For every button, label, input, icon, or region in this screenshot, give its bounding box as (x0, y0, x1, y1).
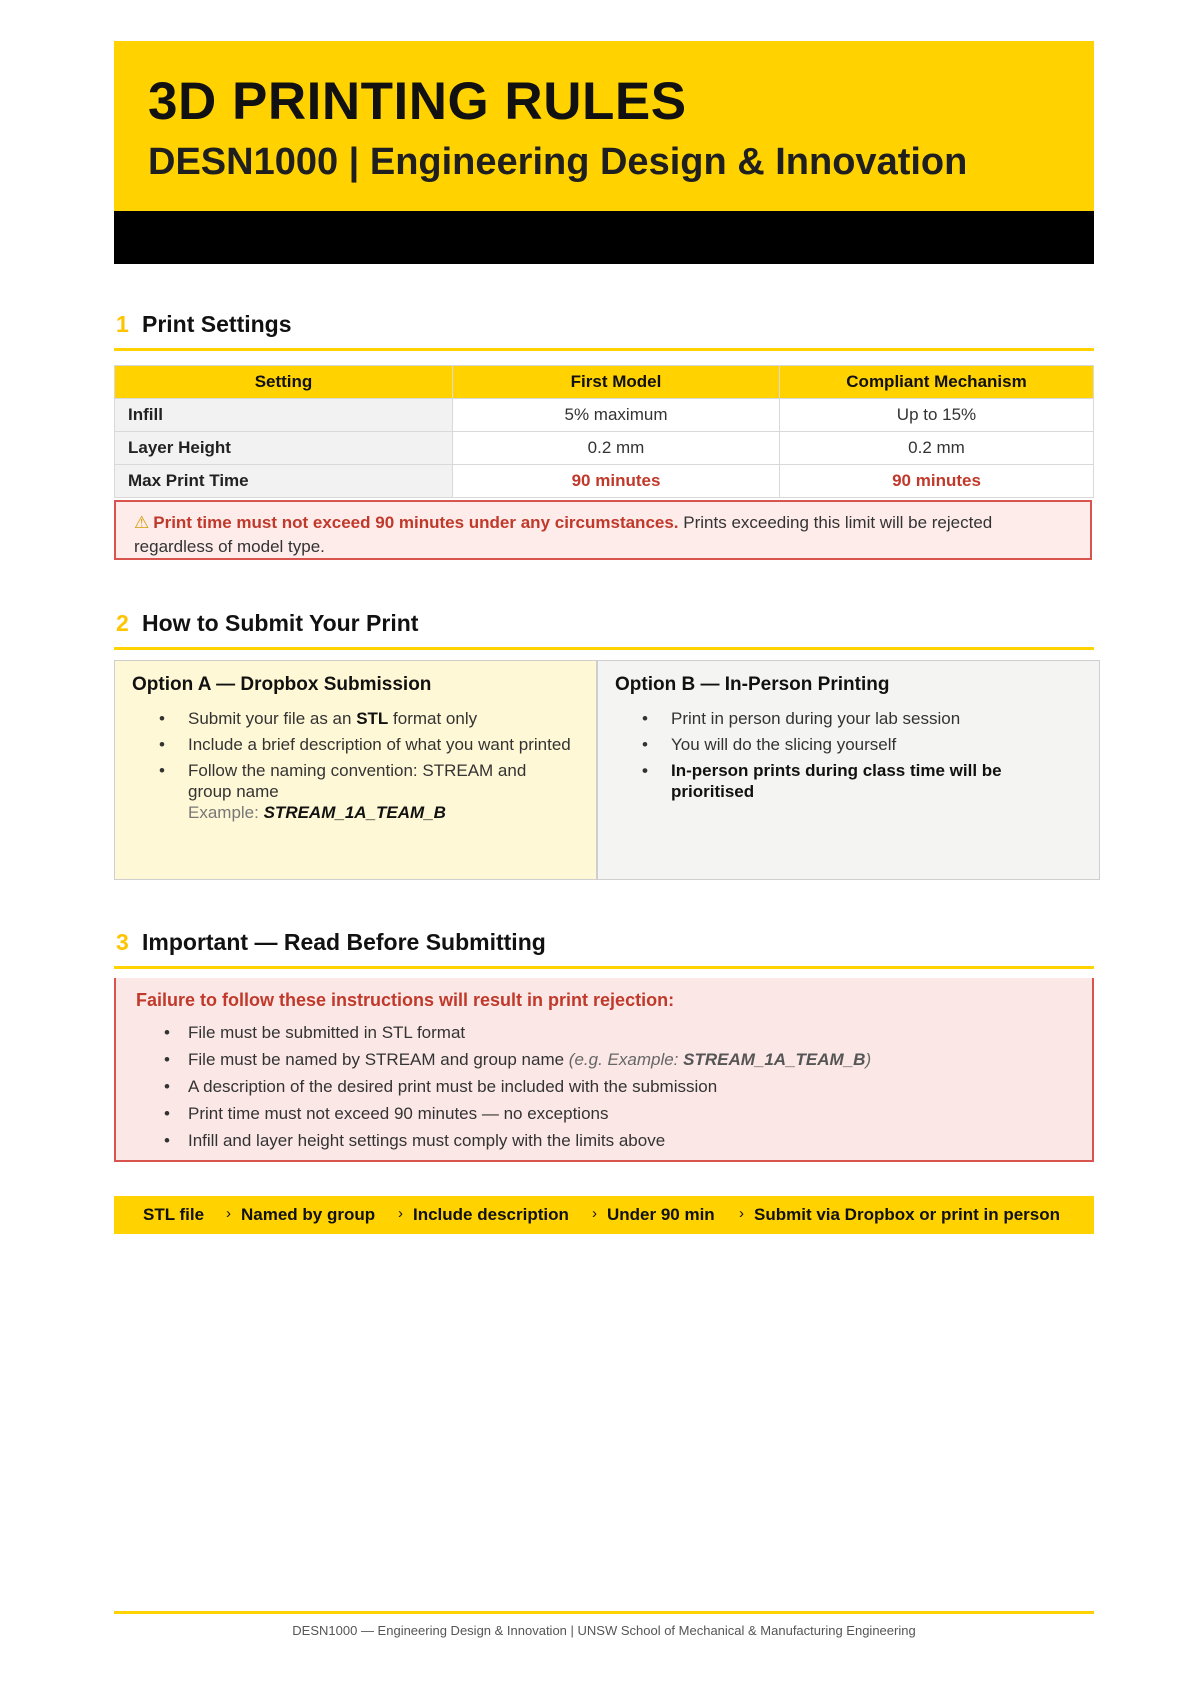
option-title: Option A — Dropbox Submission (132, 674, 432, 695)
print-settings-table (114, 365, 1094, 498)
section-title: How to Submit Your Print (142, 610, 419, 636)
section-heading-how-to-submit (114, 607, 1094, 650)
section-number: 1 (116, 311, 129, 337)
option-a-list (132, 708, 572, 828)
list-item: • Include a brief description of what you want printed (132, 734, 572, 755)
table-cell-highlight: 90 minutes (780, 465, 1094, 498)
column-header: First Model (453, 366, 780, 399)
footer-divider (114, 1611, 1094, 1614)
list-item-text: Submit your file as an (188, 709, 357, 728)
example-label: Example: (188, 803, 264, 822)
table-cell-highlight: 90 minutes (453, 465, 780, 498)
page-subtitle: DESN1000 | Engineering Design & Innovation (148, 141, 968, 183)
column-header: Compliant Mechanism (780, 366, 1094, 399)
warning-text (134, 511, 1074, 559)
section-number: 3 (116, 929, 129, 955)
table-cell: 0.2 mm (453, 432, 780, 465)
list-item-text: File must be named by STREAM and group name (188, 1050, 569, 1069)
table-cell: 5% maximum (453, 399, 780, 432)
table-cell: Up to 15% (780, 399, 1094, 432)
warning-strong-text: Print time must not exceed 90 minutes under any circumstances. (153, 513, 679, 532)
column-header: Setting (115, 366, 453, 399)
option-b-list (615, 708, 1055, 807)
summary-step: STL file (143, 1205, 205, 1224)
warning-detail-text: Prints exceeding this limit will be rejected regardless of model type. (134, 513, 993, 556)
section-title: Print Settings (142, 311, 292, 337)
list-item: • Infill and layer height settings must comply with the limits above (136, 1130, 1056, 1157)
summary-step: Include description (413, 1205, 569, 1224)
list-item: • In-person prints during class time will be prioritised (615, 760, 1055, 802)
important-list (136, 1022, 1056, 1157)
option-title: Option B — In-Person Printing (615, 674, 890, 695)
footer-text: DESN1000 — Engineering Design & Innovation | UNSW School of Mechanical & Manufacturing Engineering (292, 1623, 916, 1638)
list-item-italic: ) (865, 1050, 872, 1069)
list-item: • You will do the slicing yourself (615, 734, 1055, 755)
header-banner (114, 41, 1094, 264)
list-item-italic: (e.g. Example: (568, 1050, 684, 1069)
list-item: • A description of the desired print must be included with the submission (136, 1076, 1056, 1103)
example-value: STREAM_1A_TEAM_B (263, 803, 446, 822)
chevron-right-icon: › (398, 1205, 403, 1222)
summary-strip (114, 1196, 1094, 1234)
list-item-text: Follow the naming convention: STREAM and group name (188, 761, 527, 801)
section-heading-important (114, 926, 1094, 969)
table-header-row (115, 366, 1094, 399)
section-title: Important — Read Before Submitting (142, 929, 546, 955)
row-label: Infill (115, 399, 453, 432)
print-time-warning (114, 500, 1092, 560)
summary-step: Named by group (241, 1205, 376, 1224)
section-number: 2 (116, 610, 129, 636)
page-title: 3D PRINTING RULES (148, 72, 687, 131)
chevron-right-icon: › (592, 1205, 597, 1222)
example-value: STREAM_1A_TEAM_B (683, 1050, 866, 1069)
table-row (115, 399, 1094, 432)
section-heading-print-settings (114, 308, 1094, 351)
chevron-right-icon: › (226, 1205, 231, 1222)
table-row (115, 432, 1094, 465)
warning-icon: ⚠ (134, 513, 150, 532)
list-item-bold: STL (356, 709, 389, 728)
row-label: Layer Height (115, 432, 453, 465)
option-a-card (114, 660, 597, 880)
list-item: • Print time must not exceed 90 minutes — no exceptions (136, 1103, 1056, 1130)
list-item (132, 760, 572, 823)
table-cell: 0.2 mm (780, 432, 1094, 465)
chevron-right-icon: › (739, 1205, 744, 1222)
list-item (136, 1049, 1056, 1076)
summary-step: Submit via Dropbox or print in person (754, 1205, 1061, 1224)
list-item (132, 708, 572, 729)
list-item-text: format only (388, 709, 478, 728)
list-item: • Print in person during your lab session (615, 708, 1055, 729)
list-item: • File must be submitted in STL format (136, 1022, 1056, 1049)
header-black-band (114, 211, 1094, 264)
summary-step: Under 90 min (607, 1205, 715, 1224)
important-box (114, 978, 1094, 1162)
row-label: Max Print Time (115, 465, 453, 498)
important-title: Failure to follow these instructions will result in print rejection: (136, 990, 675, 1010)
option-b-card (597, 660, 1100, 880)
table-row (115, 465, 1094, 498)
